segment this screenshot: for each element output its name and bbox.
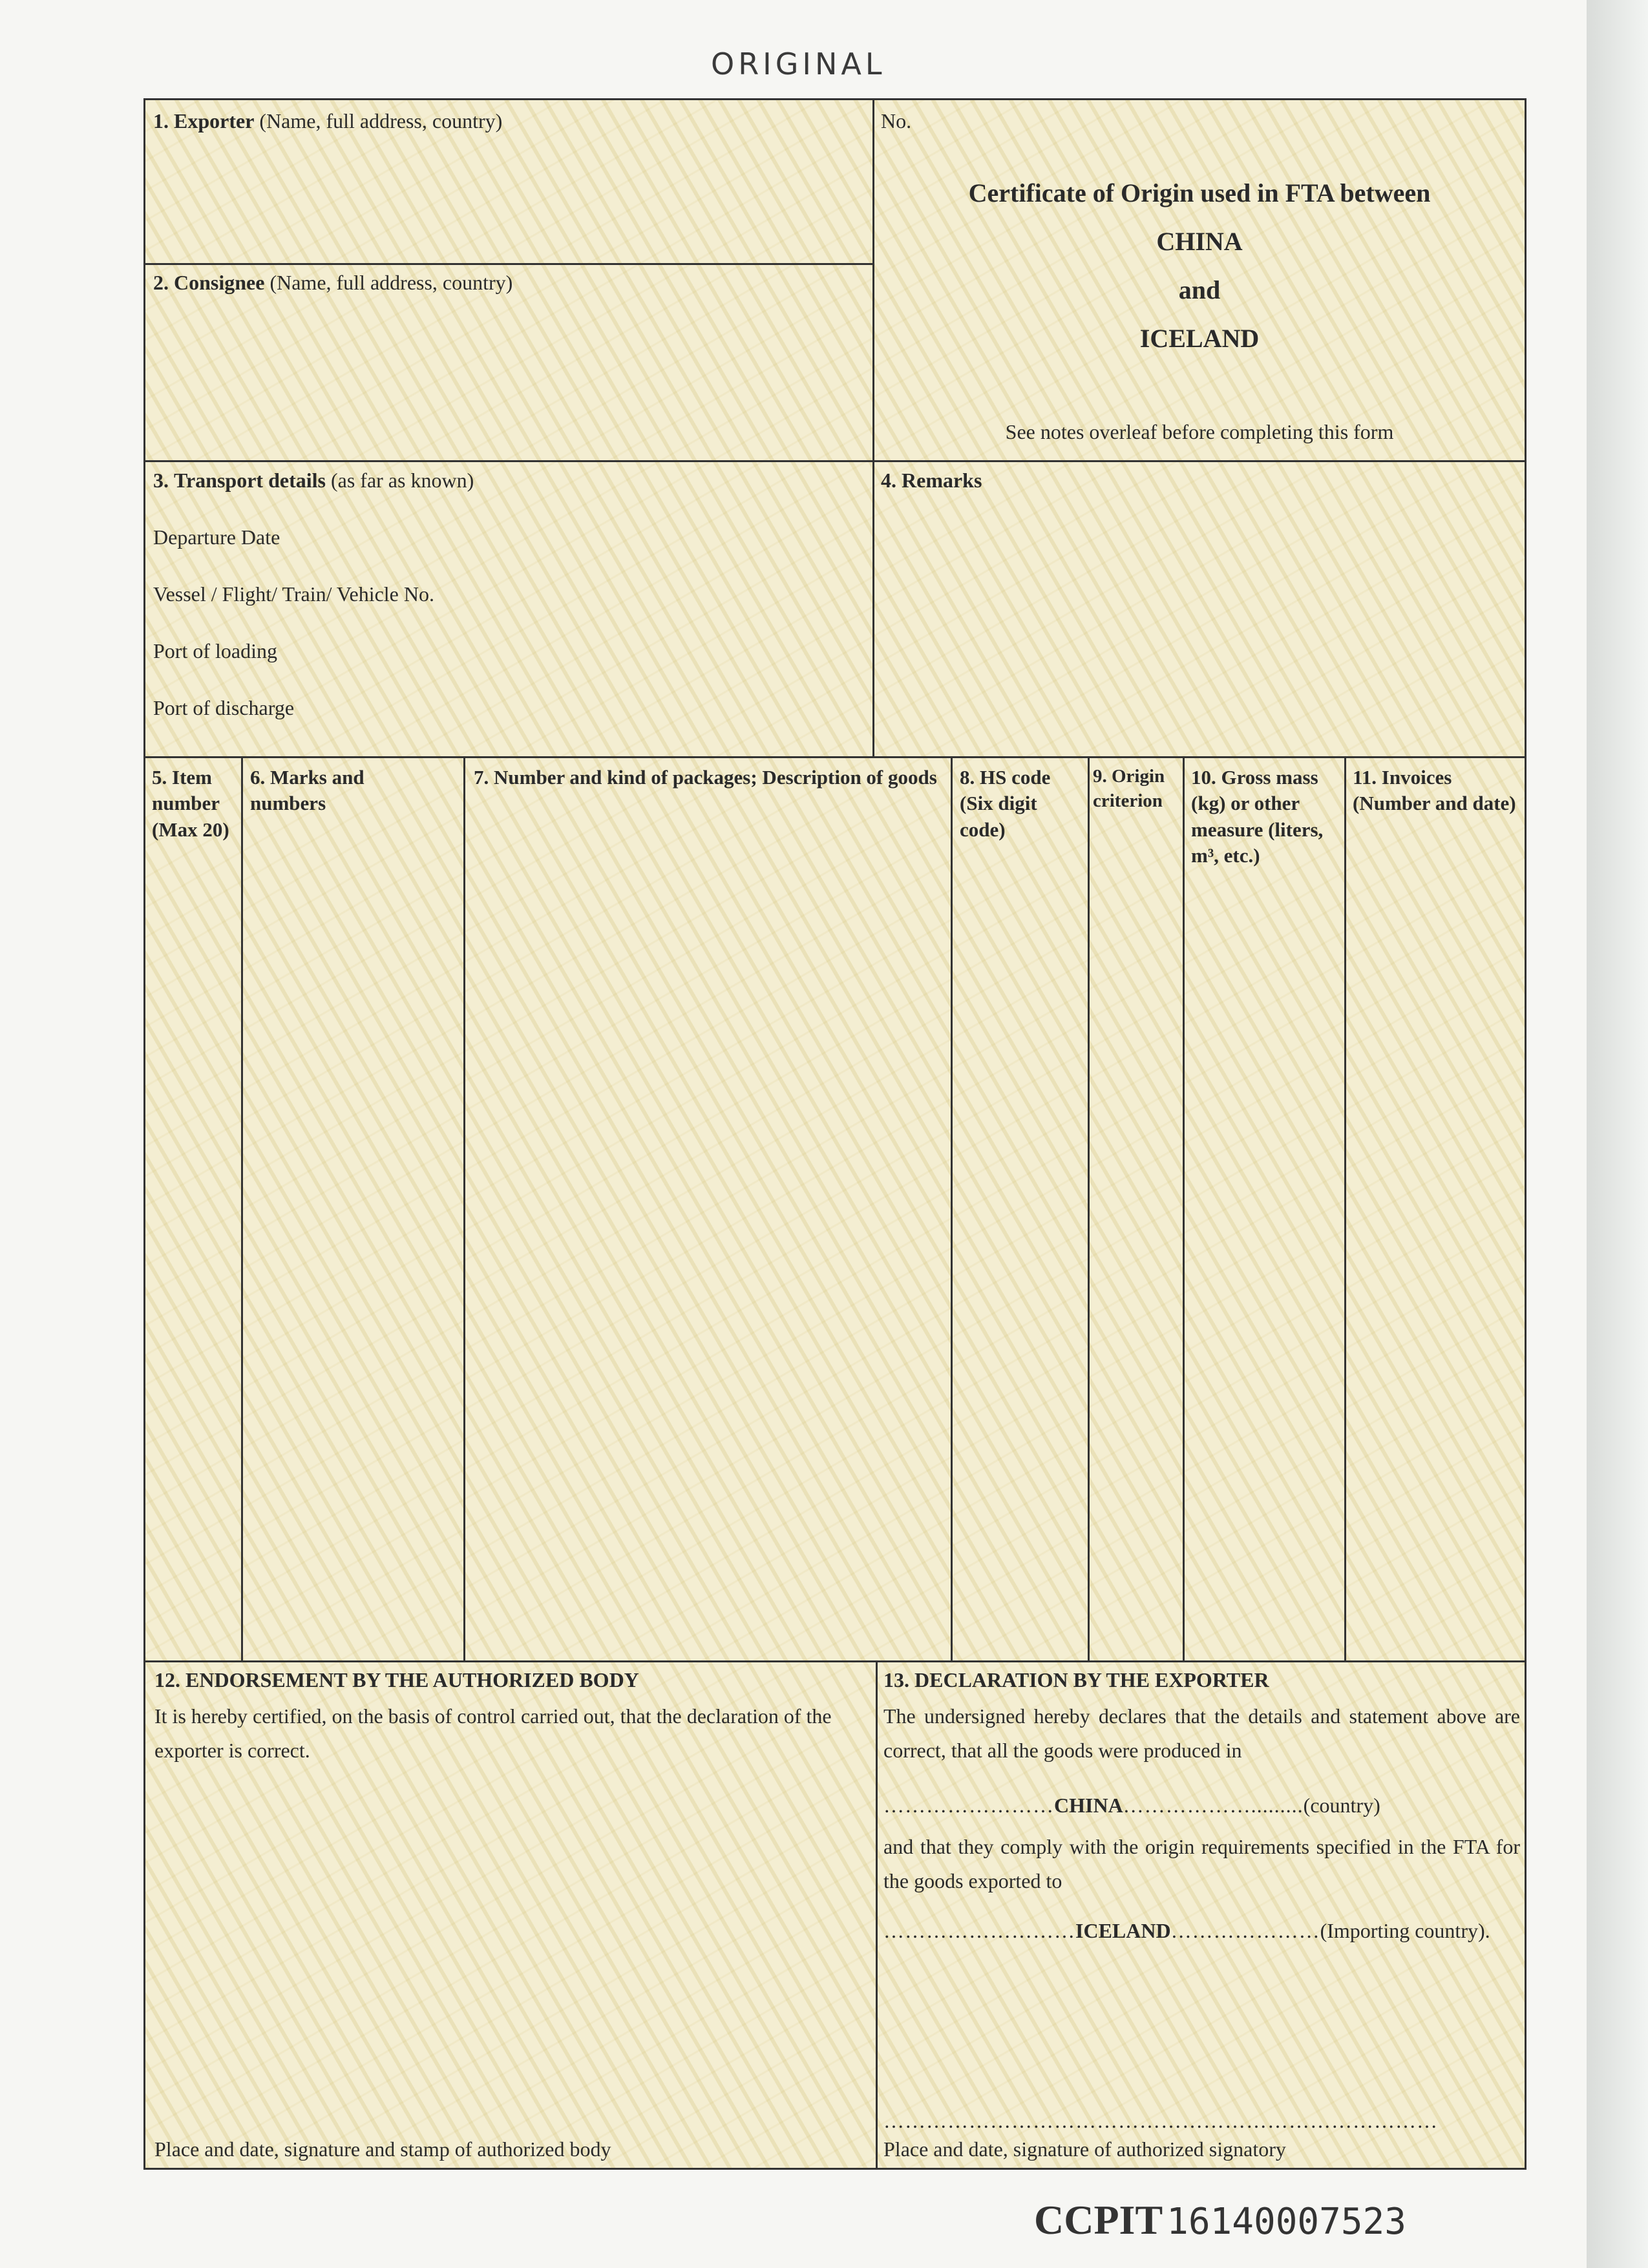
box4-remarks-label: 4. Remarks — [881, 469, 982, 492]
box12-title: 12. ENDORSEMENT BY THE AUTHORIZED BODY — [154, 1668, 639, 1691]
title-line-4: ICELAND — [1139, 324, 1260, 353]
box2-title: Consignee — [174, 271, 265, 294]
divider-col7 — [951, 756, 953, 1662]
col11-header: 11. Invoices (Number and date) — [1353, 766, 1516, 815]
title-line-1: Certificate of Origin used in FTA between — [968, 178, 1431, 207]
col10-header: 10. Gross mass (kg) or other measure (liters, m³, etc.) — [1191, 766, 1324, 867]
country-suffix: (country) — [1303, 1794, 1380, 1817]
page-edge-shadow — [1587, 0, 1648, 2268]
field-port-of-loading: Port of loading — [153, 639, 277, 662]
box13-title: 13. DECLARATION BY THE EXPORTER — [883, 1668, 1269, 1691]
field-departure-date: Departure Date — [153, 525, 280, 549]
box12-footer: Place and date, signature and stamp of authorized body — [154, 2137, 611, 2161]
box1-exporter-label — [153, 108, 502, 135]
box3-hint: (as far as known) — [330, 469, 474, 492]
field-port-of-discharge: Port of discharge — [153, 696, 295, 719]
box13-import-country-line — [883, 1918, 1520, 1945]
divider-row2-row3 — [145, 756, 1525, 758]
box1-num: 1. — [153, 109, 169, 132]
col5-header: 5. Item number (Max 20) — [152, 766, 229, 841]
divider-col10 — [1344, 756, 1346, 1662]
col8-header: 8. HS code (Six digit code) — [960, 766, 1051, 841]
divider-col9 — [1183, 756, 1185, 1662]
divider-row3-row4 — [145, 1660, 1525, 1662]
box3-title: Transport details — [174, 469, 326, 492]
box12-text: It is hereby certified, on the basis of control carried out, that the declaration of the exporter is correct. — [154, 1704, 832, 1762]
country-dots-right: ………………......... — [1123, 1794, 1304, 1817]
country-value: CHINA — [1054, 1794, 1123, 1817]
certificate-serial-number — [1034, 2196, 1406, 2244]
import-country-value: ICELAND — [1075, 1919, 1171, 1942]
box13-text2: and that they comply with the origin requirements specified in the FTA for the goods exported to — [883, 1835, 1520, 1892]
original-header: ORIGINAL — [711, 47, 886, 81]
col7-header: 7. Number and kind of packages; Description of goods — [474, 766, 937, 789]
certificate-form — [143, 98, 1527, 2170]
country-dots-left: …………………… — [883, 1794, 1054, 1817]
box2-num: 2. — [153, 271, 169, 294]
title-note: See notes overleaf before completing this form — [1005, 420, 1394, 443]
field-vessel-no: Vessel / Flight/ Train/ Vehicle No. — [153, 582, 434, 606]
box3-transport-label — [153, 467, 474, 494]
box3-num: 3. — [153, 469, 169, 492]
col6-header: 6. Marks and numbers — [250, 766, 364, 815]
title-line-3: and — [1178, 275, 1221, 304]
import-dots-left: ……………………… — [883, 1919, 1075, 1942]
box2-hint: (Name, full address, country) — [269, 271, 513, 294]
serial-brand: CCPIT — [1034, 2197, 1163, 2243]
import-suffix: (Importing country). — [1320, 1919, 1490, 1942]
divider-col6 — [463, 756, 465, 1662]
divider-col5 — [241, 756, 243, 1662]
divider-row1-row2 — [145, 460, 1525, 462]
divider-col8 — [1088, 756, 1090, 1662]
box1-hint: (Name, full address, country) — [259, 109, 503, 132]
serial-number: 16140007523 — [1167, 2201, 1406, 2243]
box2-consignee-label — [153, 270, 512, 297]
certificate-title-block — [874, 100, 1525, 460]
certificate-no-label: No. — [881, 109, 912, 132]
box13-country-line — [883, 1792, 1520, 1819]
box13-footer-dots: …………………………………………………………………… — [883, 2109, 1438, 2132]
divider-box1-box2 — [145, 263, 873, 265]
box1-title: Exporter — [174, 109, 255, 132]
import-dots-right: ………………… — [1170, 1919, 1320, 1942]
col9-header: 9. Origin criterion — [1093, 766, 1165, 811]
divider-bottom-vertical — [876, 1660, 878, 2169]
box13-footer: Place and date, signature of authorized signatory — [883, 2137, 1286, 2161]
title-line-2: CHINA — [1156, 227, 1243, 256]
box13-text1: The undersigned hereby declares that the details and statement above are correct, that all the goods were produced in — [883, 1704, 1520, 1762]
